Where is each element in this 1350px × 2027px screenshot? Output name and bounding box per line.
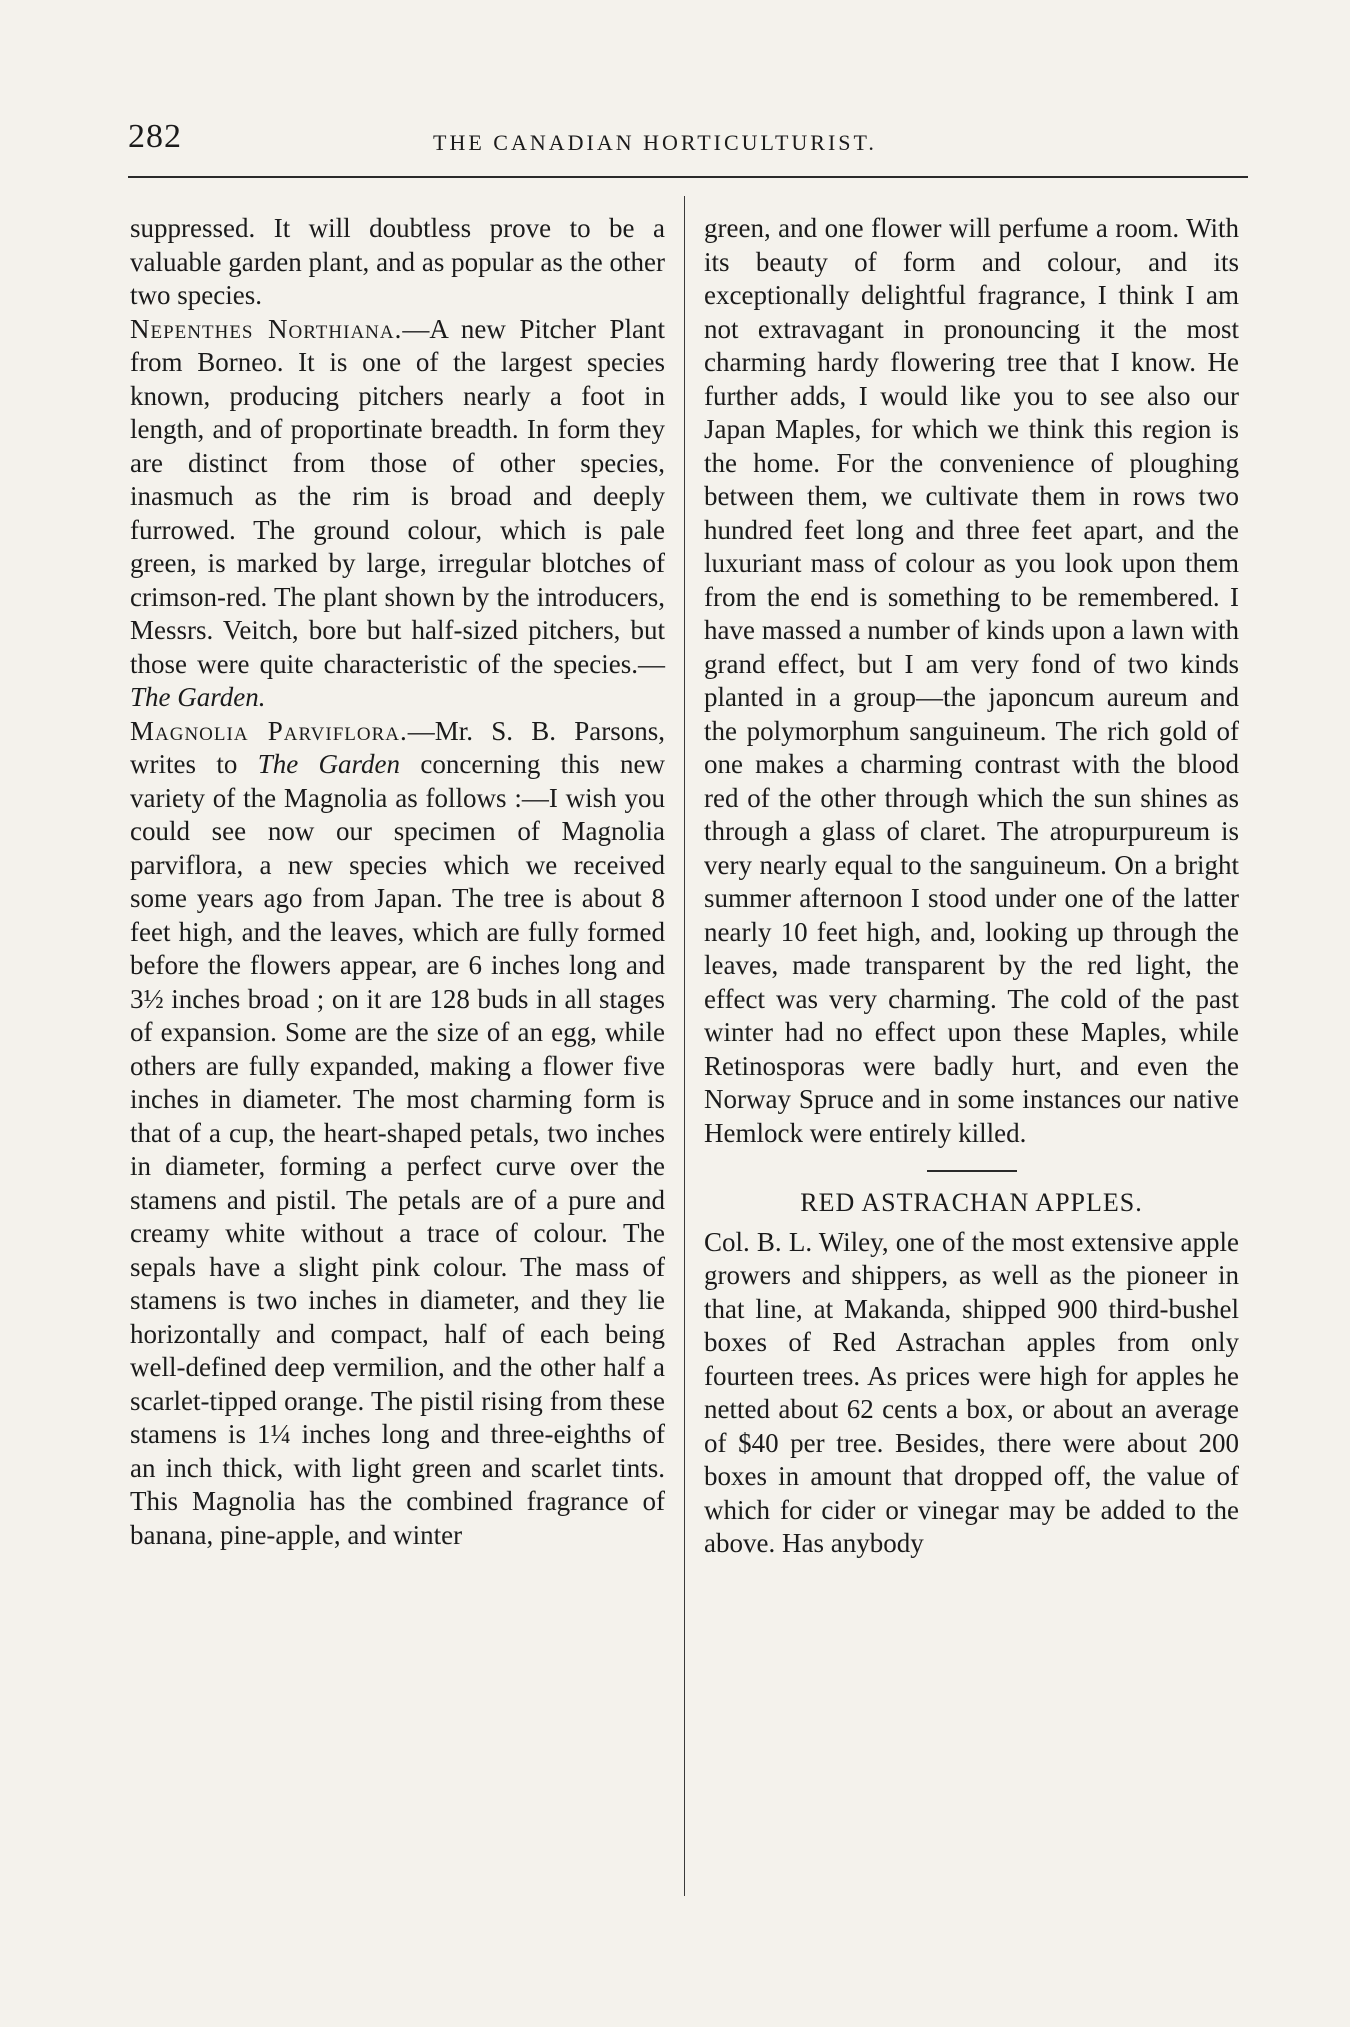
nepenthes-source: The Garden. <box>130 682 266 712</box>
paragraph-nepenthes <box>130 313 665 715</box>
paragraph-continuation: suppressed. It will doubtless prove to be a valuable garden plant, and as popular as the other two species. <box>130 213 665 310</box>
magnolia-intro: —Mr. S. B. Parsons, writes to <box>130 715 665 779</box>
nepenthes-body: —A new Pitcher Plant from Borneo. It is one of the largest species known, producing pitchers nearly a foot in length, and of proportinate breadth. In form they are distinct from those of other species, inasmuch as the rim is broad and deeply furrowed. The ground colour, which is pale green, is marked by large, irregular blotches of crimson-red. The plant shown by the introducers, Messrs. Veitch, bore but half-sized pitchers, but those were quite characteristic of the species.— <box>130 313 665 679</box>
header-rule <box>128 176 1248 178</box>
paragraph-magnolia <box>130 715 665 1553</box>
running-title: THE CANADIAN HORTICULTURIST. <box>433 130 877 155</box>
right-column <box>704 212 1239 1561</box>
section-rule <box>927 1170 1017 1172</box>
magnolia-body: concerning this new variety of the Magnolia as follows :—I wish you could see now our specimen of Magnolia parviflora, a new species which we received some years ago from Japan. The tree is about 8 feet high, and the leaves, which are fully formed before the flowers appear, are 6 inches long and 3½ inches broad ; on it are 128 buds in all stages of expansion. Some are the size of an egg, while others are fully expanded, making a flower five inches in diameter. The most charming form is that of a cup, the heart-shaped petals, two inches in diameter, forming a perfect curve over the stamens and pistil. The petals are of a pure and creamy white without a trace of colour. The sepals have a slight pink colour. The mass of stamens is two inches in diameter, and they lie horizontally and compact, half of each being well-defined deep vermilion, and the other half a scarlet-tipped orange. The pistil rising from these stamens is 1¼ inches long and three-eighths of an inch thick, with light green and scarlet tints. This Magnolia has the combined fragrance of banana, pine-apple, and winter <box>130 749 665 1550</box>
paragraph-magnolia-continued: green, and one flower will perfume a room. With its beauty of form and colour, and its exceptionally delightful fragrance, I think I am not extravagant in pronouncing it the most charming hardy flowering tree that I know. He further adds, I would like you to see also our Japan Maples, for which we think this region is the home. For the convenience of ploughing between them, we cultivate them in rows two hundred feet long and three feet apart, and the luxuriant mass of colour as you look upon them from the end is something to be remembered. I have massed a number of kinds upon a lawn with grand effect, but I am very fond of two kinds planted in a group—the japoncum aureum and the polymorphum sanguineum. The rich gold of one makes a charming contrast with the blood red of the other through which the sun shines as through a glass of claret. The atropurpureum is very nearly equal to the sanguineum. On a bright summer afternoon I stood under one of the latter nearly 10 feet high, and, looking up through the leaves, made transparent by the red light, the effect was very charming. The cold of the past winter had no effect upon these Maples, while Retinosporas were badly hurt, and even the Norway Spruce and in some instances our native Hemlock were entirely killed. <box>704 213 1239 1148</box>
page-header <box>128 118 1248 162</box>
paragraph-astrachan: Col. B. L. Wiley, one of the most extensive apple growers and shippers, as well as the pioneer in that line, at Makanda, shipped 900 third-bushel boxes of Red Astrachan apples from only fourteen trees. As prices were high for apples he netted about 62 cents a box, or about an average of $40 per tree. Besides, there were about 200 boxes in amount that dropped off, the value of which for cider or vinegar may be added to the above. Has anybody <box>704 1226 1239 1558</box>
left-column <box>130 212 665 1552</box>
magnolia-source: The Garden <box>257 749 401 779</box>
section-heading: RED ASTRACHAN APPLES. <box>800 1188 1143 1217</box>
nepenthes-heading: Nepenthes Northiana. <box>130 313 403 344</box>
column-divider <box>684 196 685 1896</box>
page-number: 282 <box>128 118 182 155</box>
magnolia-heading: Magnolia Parviflora. <box>130 715 408 746</box>
